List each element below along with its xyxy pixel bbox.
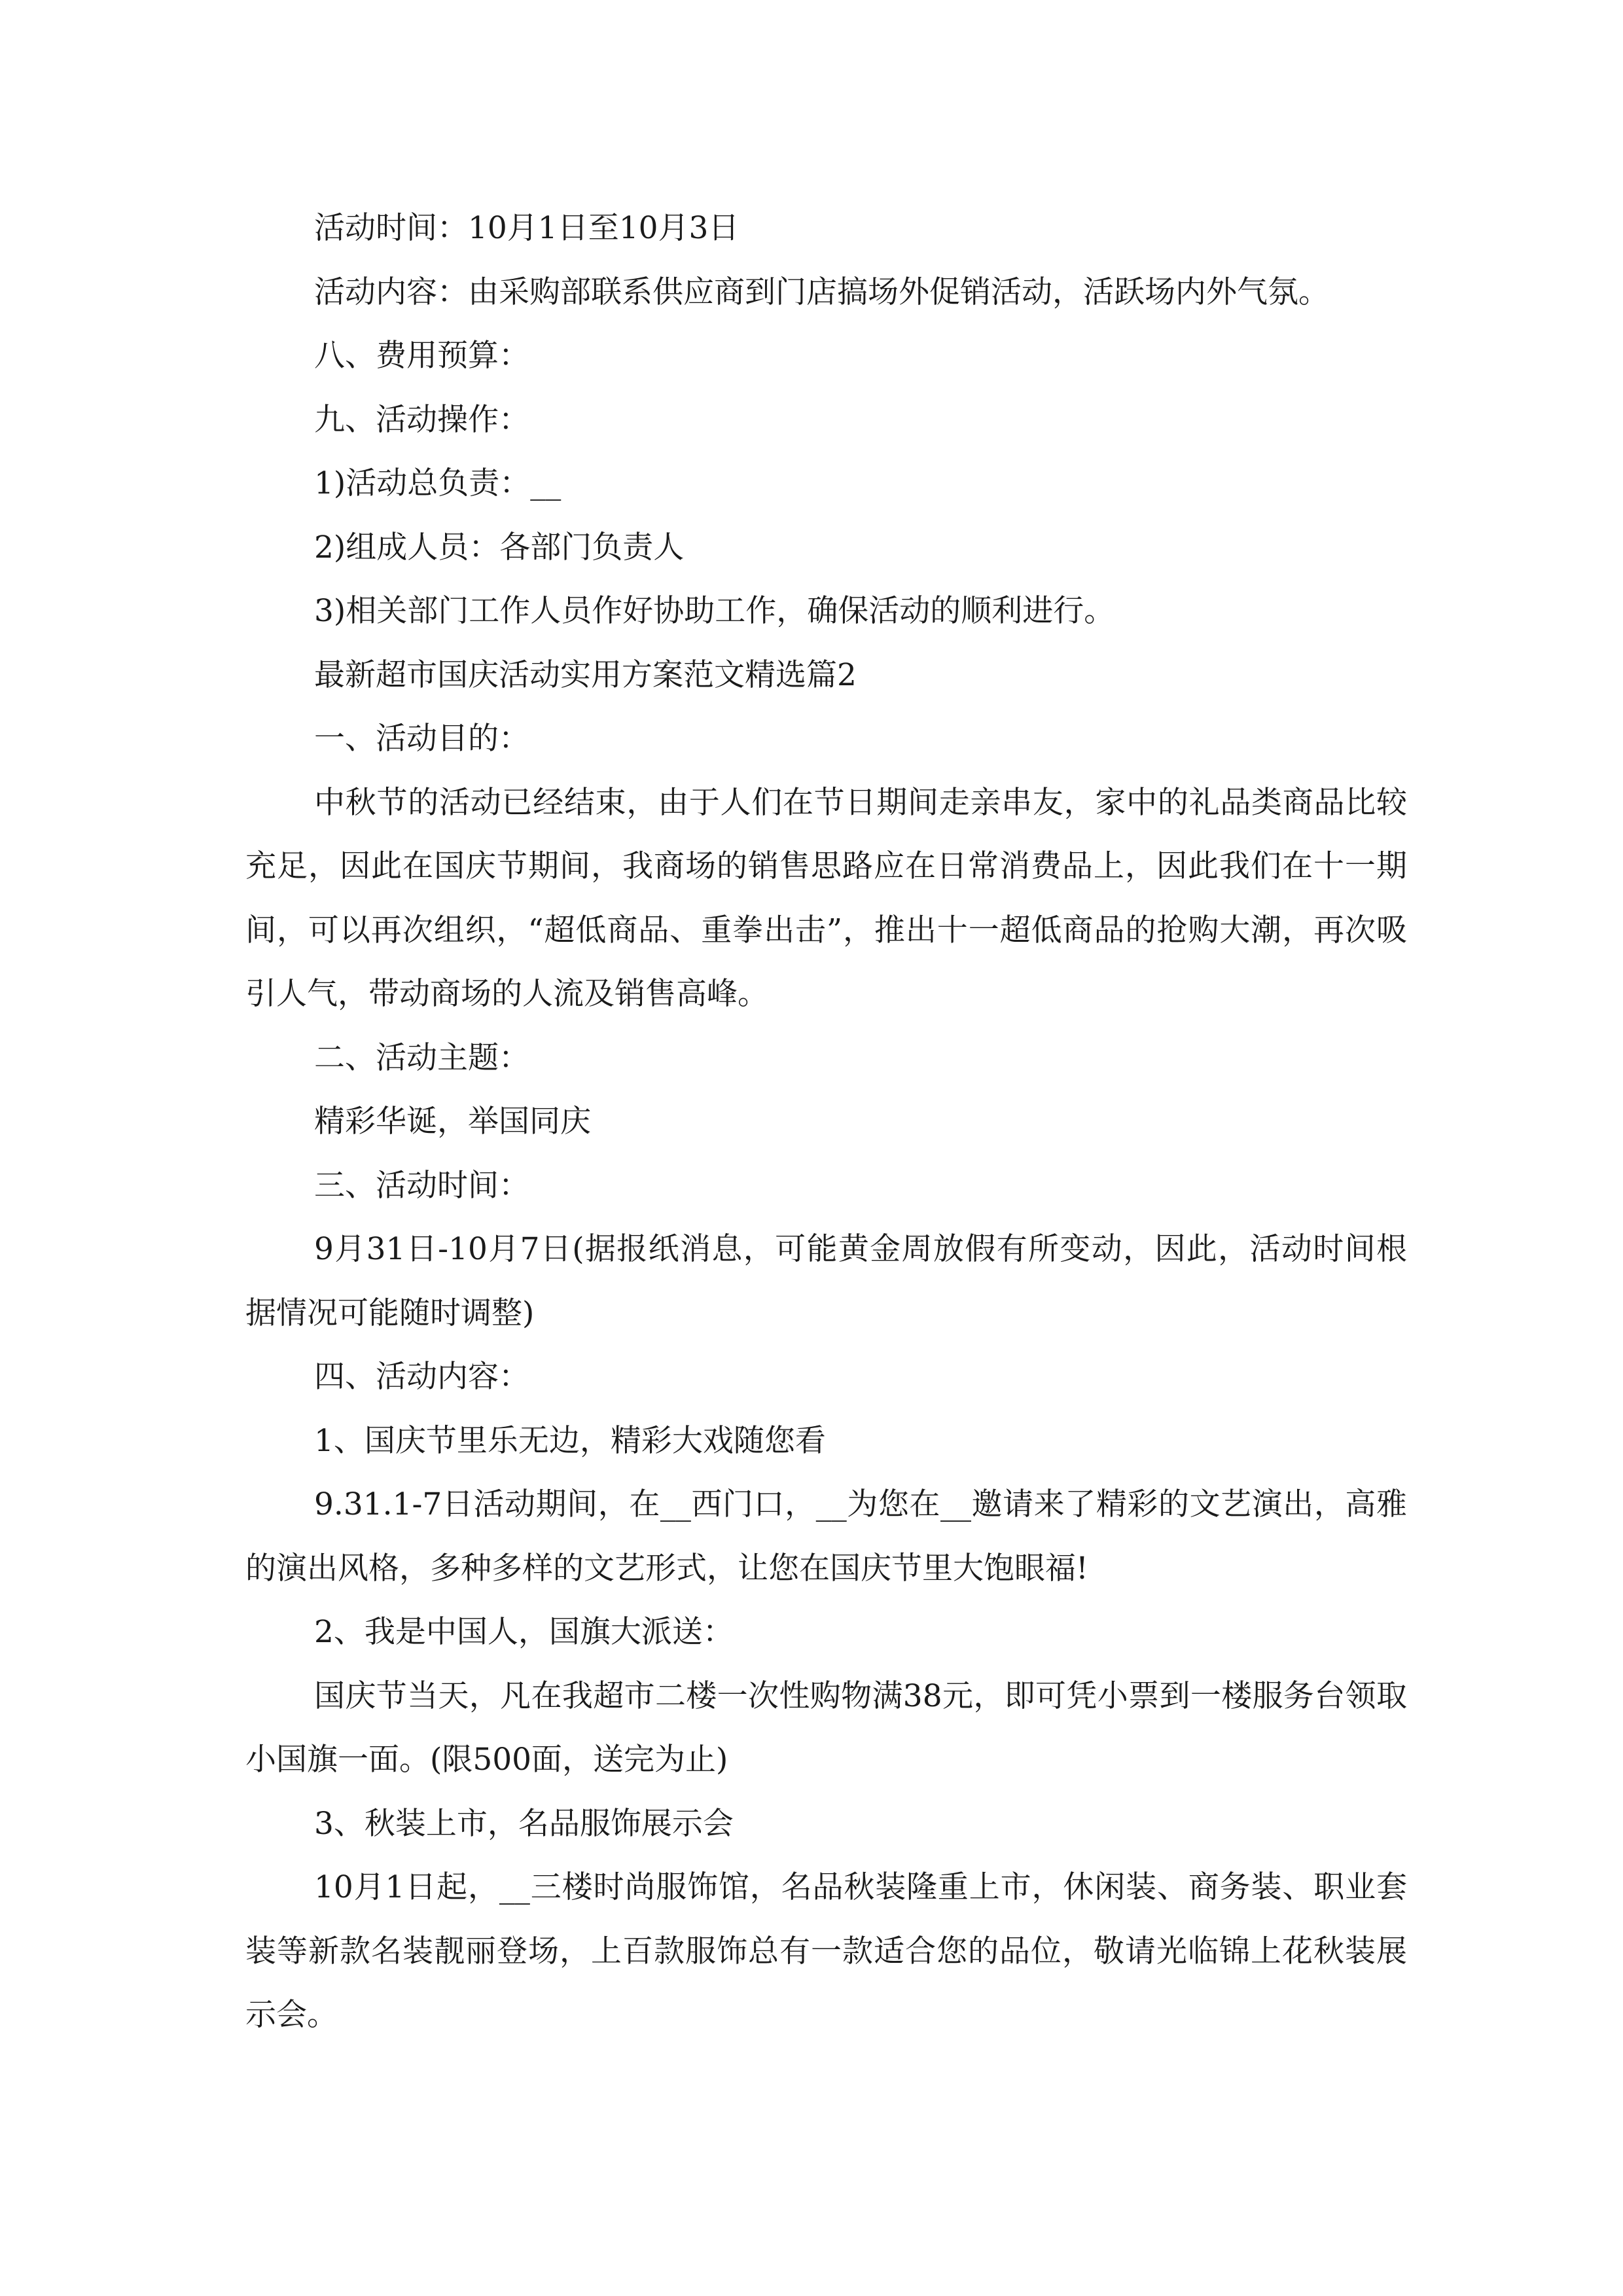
heading-budget: 八、费用预算： <box>314 338 529 374</box>
paragraph-time: 9月31日-10月7日(据报纸消息，可能黄金周放假有所变动，因此，活动时间根据情况可能随时调整) <box>245 1231 1407 1331</box>
paragraph-theme: 精彩华诞，举国同庆 <box>314 1103 591 1139</box>
heading-time: 三、活动时间： <box>314 1167 529 1204</box>
heading-operation: 九、活动操作： <box>314 401 529 438</box>
list-item-chief: 1)活动总负责：__ <box>314 465 562 501</box>
subheading-flag: 2、我是中国人，国旗大派送： <box>314 1614 734 1650</box>
paragraph-performance: 9.31.1-7日活动期间，在__西门口，__为您在__邀请来了精彩的文艺演出，高雅的演出风格，多种多样的文艺形式，让您在国庆节里大饱眼福! <box>245 1486 1407 1587</box>
subheading-autumn-fashion: 3、秋装上市，名品服饰展示会 <box>314 1805 734 1842</box>
heading-content: 四、活动内容： <box>314 1359 529 1395</box>
subheading-performance: 1、国庆节里乐无边，精彩大戏随您看 <box>314 1422 826 1459</box>
document-body <box>245 196 1407 2047</box>
paragraph-purpose: 中秋节的活动已经结束，由于人们在节日期间走亲串友，家中的礼品类商品比较充足，因此在国庆节期间，我商场的销售思路应在日常消费品上，因此我们在十一期间，可以再次组织，“超低商品、重拳出击”，推出十一超低商品的抢购大潮，再次吸引人气，带动商场的人流及销售高峰。 <box>245 784 1407 1012</box>
paragraph-event-content: 活动内容：由采购部联系供应商到门店搞场外促销活动，活跃场内外气氛。 <box>314 274 1329 310</box>
paragraph-autumn-fashion: 10月1日起，__三楼时尚服饰馆，名品秋装隆重上市，休闲装、商务装、职业套装等新款名装靓丽登场，上百款服饰总有一款适合您的品位，敬请光临锦上花秋装展示会。 <box>245 1869 1407 2033</box>
list-item-members: 2)组成人员：各部门负责人 <box>314 529 685 565</box>
list-item-assist: 3)相关部门工作人员作好协助工作，确保活动的顺利进行。 <box>314 593 1115 629</box>
section-title: 最新超市国庆活动实用方案范文精选篇2 <box>314 656 857 693</box>
paragraph-event-time: 活动时间：10月1日至10月3日 <box>314 210 740 246</box>
heading-purpose: 一、活动目的： <box>314 721 529 757</box>
paragraph-flag: 国庆节当天，凡在我超市二楼一次性购物满38元，即可凭小票到一楼服务台领取小国旗一面。(限500面，送完为止) <box>245 1677 1407 1778</box>
heading-theme: 二、活动主题： <box>314 1039 529 1076</box>
